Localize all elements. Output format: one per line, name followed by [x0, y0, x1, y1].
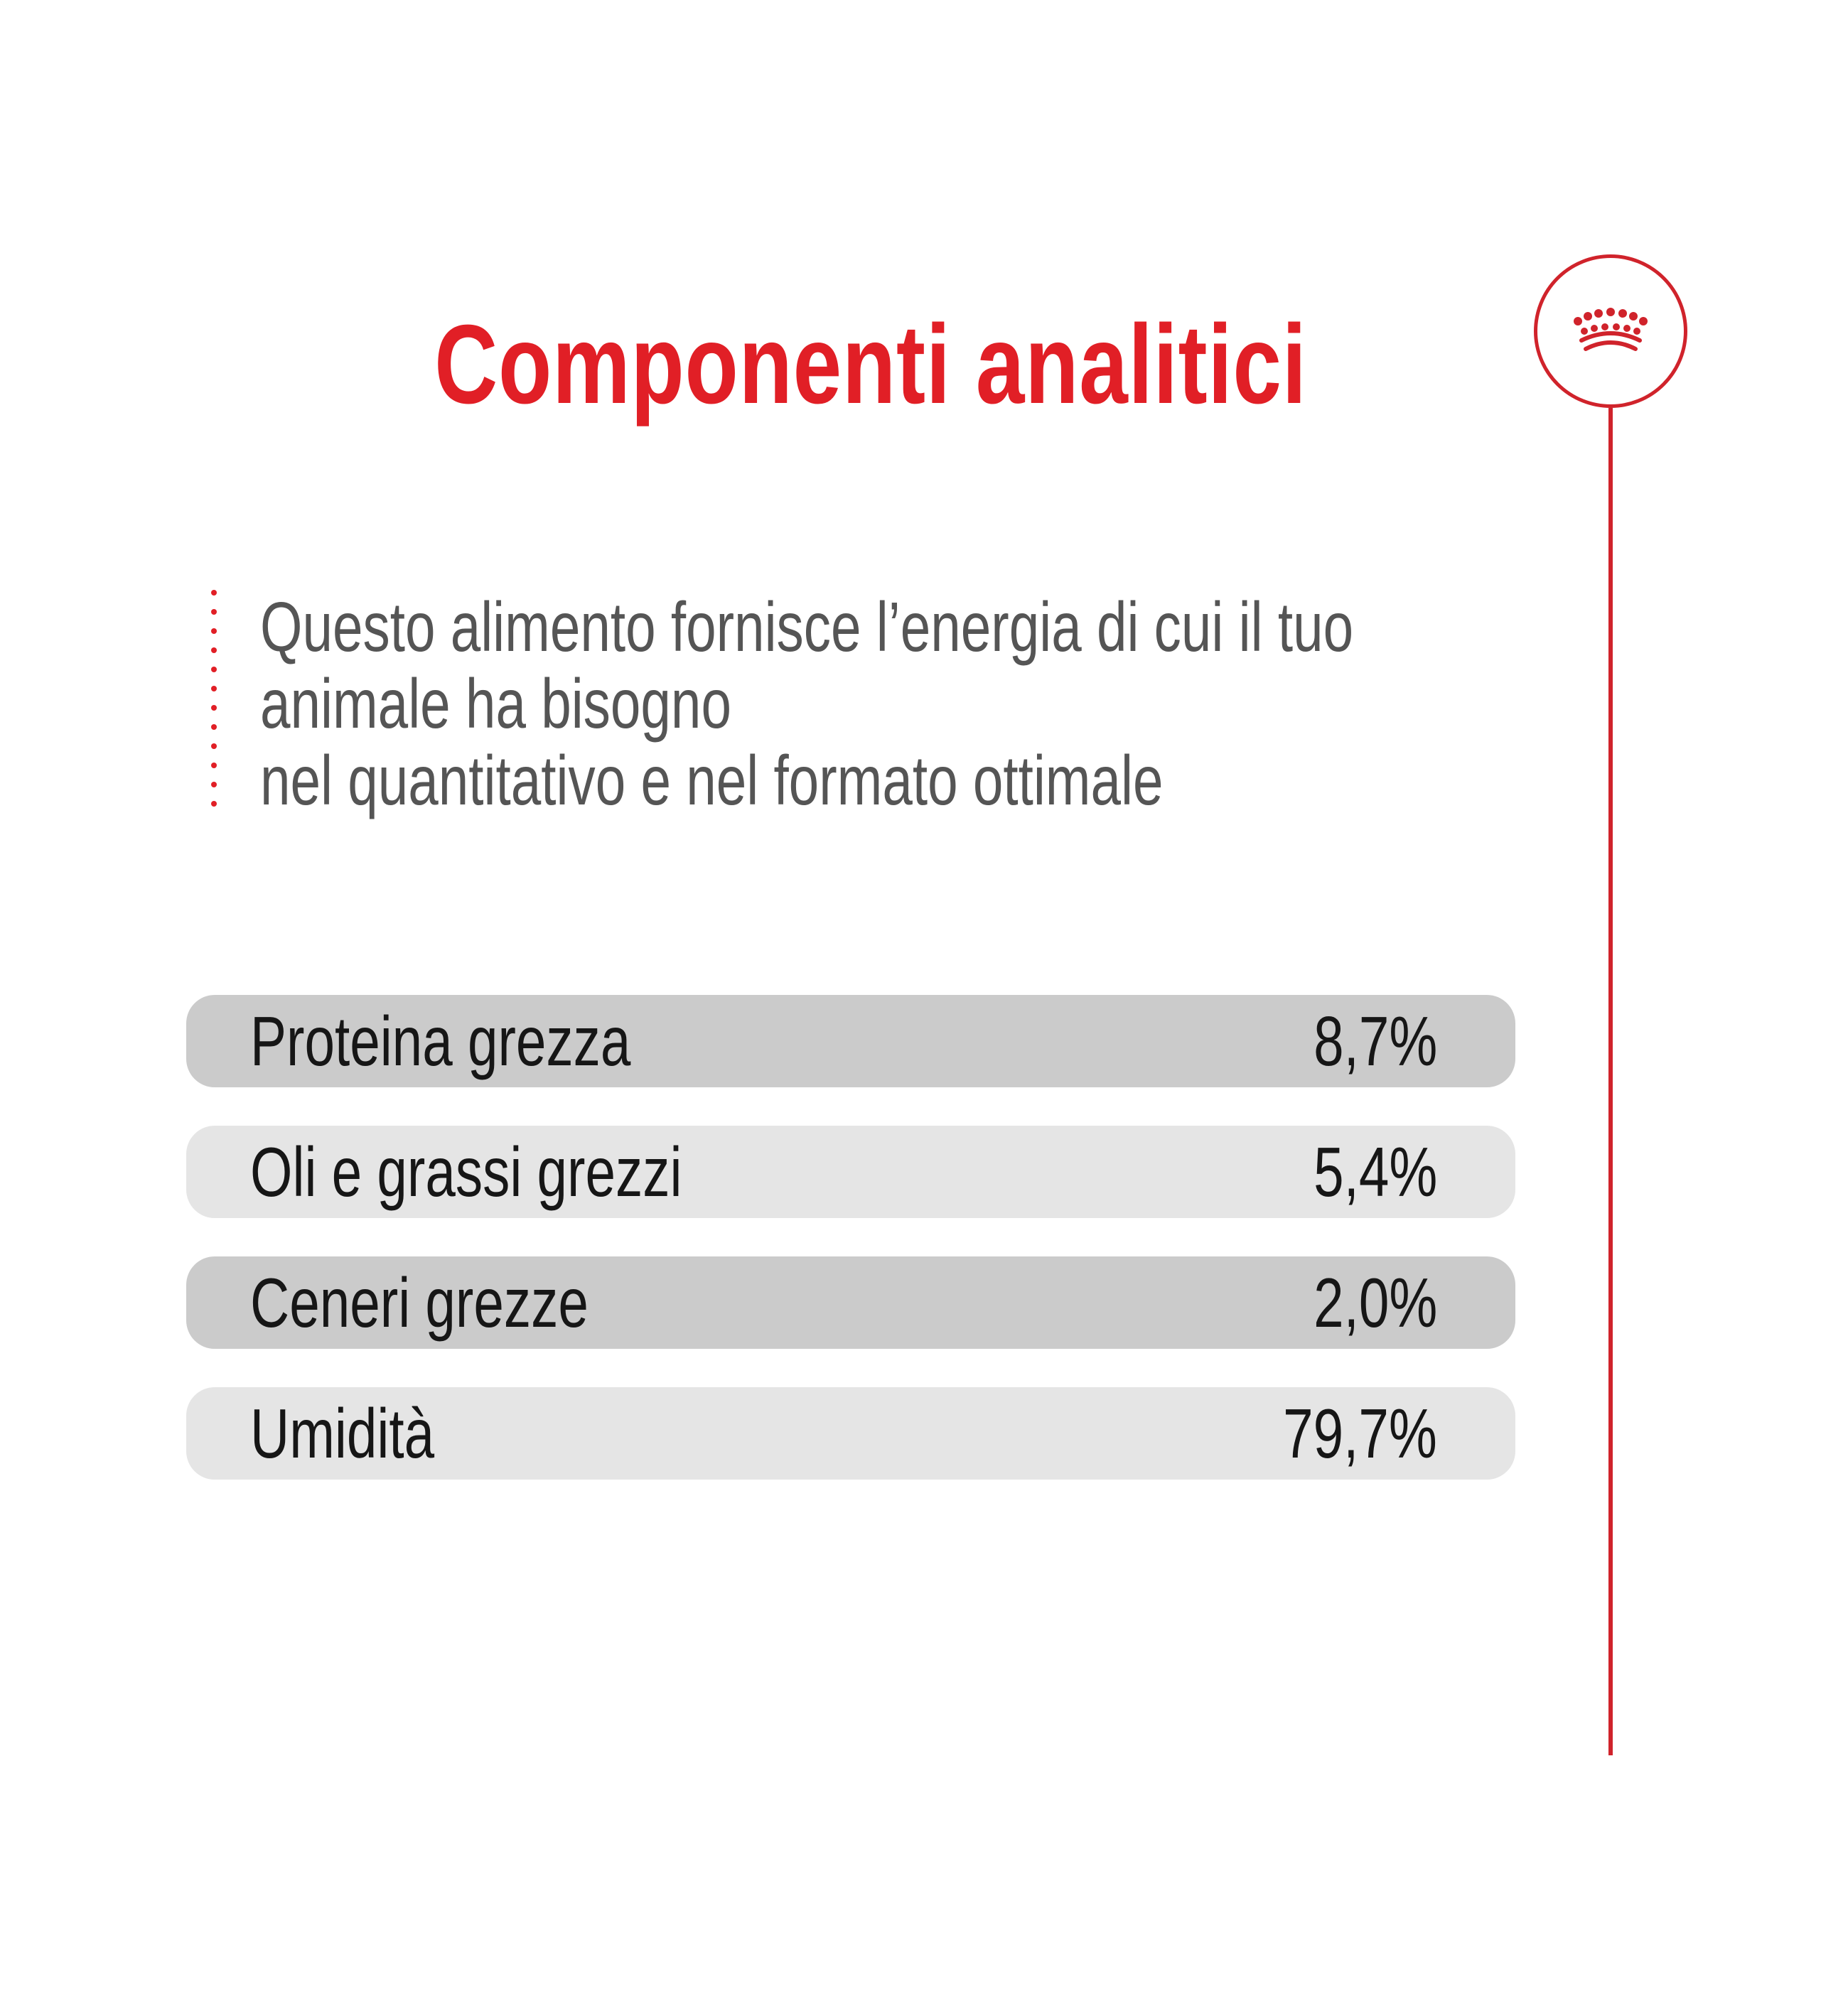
decorative-vertical-line — [1608, 408, 1613, 1755]
component-row — [186, 1126, 1515, 1218]
component-row — [186, 995, 1515, 1087]
component-value: 2,0% — [1313, 1264, 1437, 1342]
component-row — [186, 1256, 1515, 1349]
component-label: Umidità — [250, 1394, 435, 1472]
intro-line: nel quantitativo e nel formato ottimale — [260, 741, 1164, 819]
crown-icon — [1537, 258, 1684, 404]
component-label: Proteina grezza — [250, 1002, 631, 1080]
component-value: 8,7% — [1313, 1002, 1437, 1080]
intro-line: animale ha bisogno — [260, 664, 731, 743]
dotted-accent-line — [206, 590, 223, 824]
component-row — [186, 1387, 1515, 1480]
intro-line: Questo alimento fornisce l’energia di cui il tuo — [260, 588, 1354, 666]
component-value: 5,4% — [1313, 1133, 1437, 1211]
component-label: Ceneri grezze — [250, 1264, 589, 1342]
component-value: 79,7% — [1283, 1394, 1437, 1472]
intro-text — [260, 588, 1540, 819]
component-label: Oli e grassi grezzi — [250, 1133, 682, 1211]
brand-logo — [1534, 254, 1687, 408]
page-title: Componenti analitici — [434, 302, 1307, 427]
